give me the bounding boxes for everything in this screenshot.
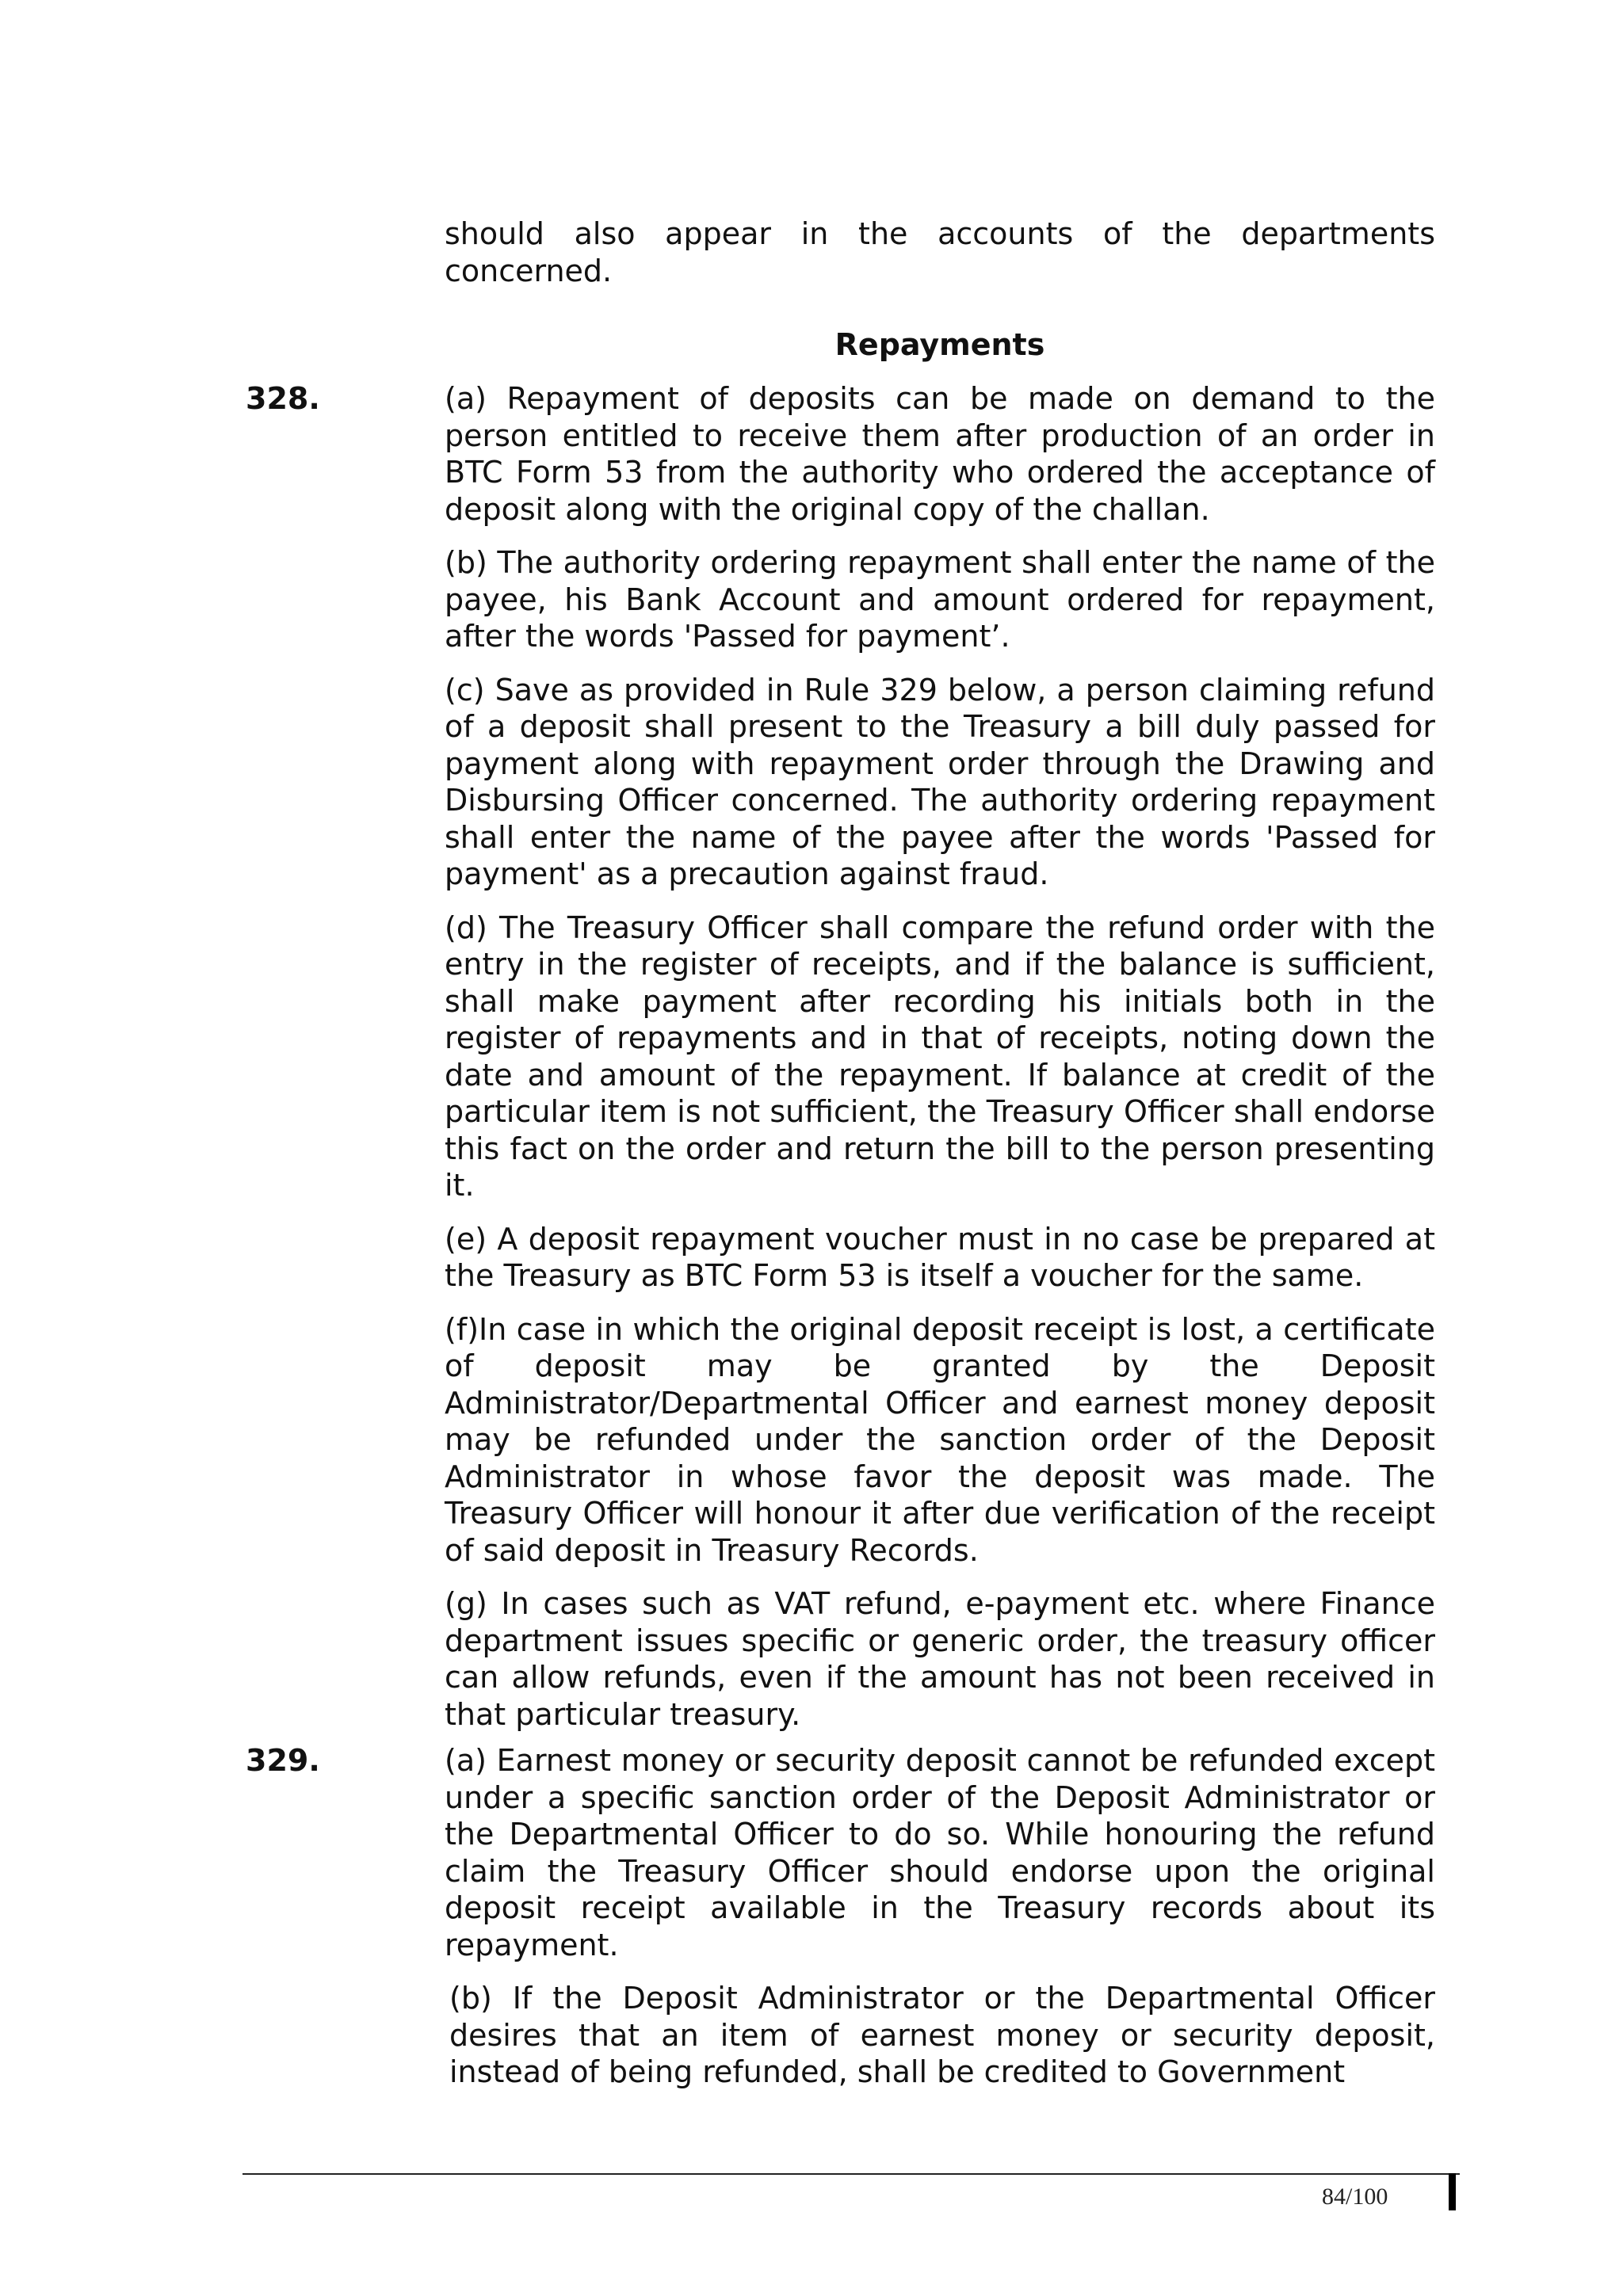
clause-a: (a) Earnest money or security deposit cannot be refunded except under a specific sanction order of the Deposit Administrator or the Departmental Officer to do so. While honouring the refund claim the Treasury Officer should endorse upon the original deposit receipt available in the Treasury records about its repayment. — [445, 1743, 1435, 1962]
clause-c: (c) Save as provided in Rule 329 below, a person claiming refund of a deposit shall present to the Treasury a bill duly passed for payment along with repayment order through the Drawing and Disbursing Officer concerned. The authority ordering repayment shall enter the name of the payee after the words 'Passed for payment' as a precaution against fraud. — [445, 672, 1435, 891]
page-number: 84/100 — [1322, 2183, 1388, 2210]
rule-clauses — [445, 380, 1435, 1749]
rule-number: 329. — [246, 1743, 320, 1778]
continuation-paragraph: should also appear in the accounts of the departments concerned. — [445, 216, 1435, 288]
rule-clauses — [445, 1742, 1435, 2107]
section-heading: Repayments — [834, 327, 1045, 362]
clause-f: (f)In case in which the original deposit receipt is lost, a certificate of deposit may be granted by the Deposit Administrator/Departmental Officer and earnest money deposit may be refunded under the sanction order of the Deposit Administrator in whose favor the deposit was made. The Treasury Officer will honour it after due verification of the receipt of said deposit in Treasury Records. — [445, 1311, 1435, 1568]
clause-e: (e) A deposit repayment voucher must in no case be prepared at the Treasury as BTC Form 53 is itself a voucher for the same. — [445, 1221, 1435, 1293]
footer-divider — [242, 2173, 1460, 2175]
rule-number: 328. — [246, 381, 320, 416]
clause-b: (b) If the Deposit Administrator or the Departmental Officer desires that an item of earnest money or security deposit, instead of being refunded, shall be credited to Government — [449, 1981, 1435, 2089]
clause-d: (d) The Treasury Officer shall compare the refund order with the entry in the register of receipts, and if the balance is sufficient, shall make payment after recording his initials both in the register of repayments and in that of receipts, noting down the date and amount of the repayment. If balance at credit of the particular item is not sufficient, the Treasury Officer shall endorse this fact on the order and return the bill to the person presenting it. — [445, 910, 1435, 1203]
clause-a: (a) Repayment of deposits can be made on demand to the person entitled to receive them after production of an order in BTC Form 53 from the authority who ordered the acceptance of deposit along with the original copy of the challan. — [445, 381, 1435, 527]
page-edge-marker — [1449, 2173, 1456, 2210]
clause-b: (b) The authority ordering repayment shall enter the name of the payee, his Bank Account and amount ordered for repayment, after the words 'Passed for payment’. — [445, 545, 1435, 654]
clause-g: (g) In cases such as VAT refund, e-payment etc. where Finance department issues specific or generic order, the treasury officer can allow refunds, even if the amount has not been received in that particular treasury. — [445, 1586, 1435, 1732]
